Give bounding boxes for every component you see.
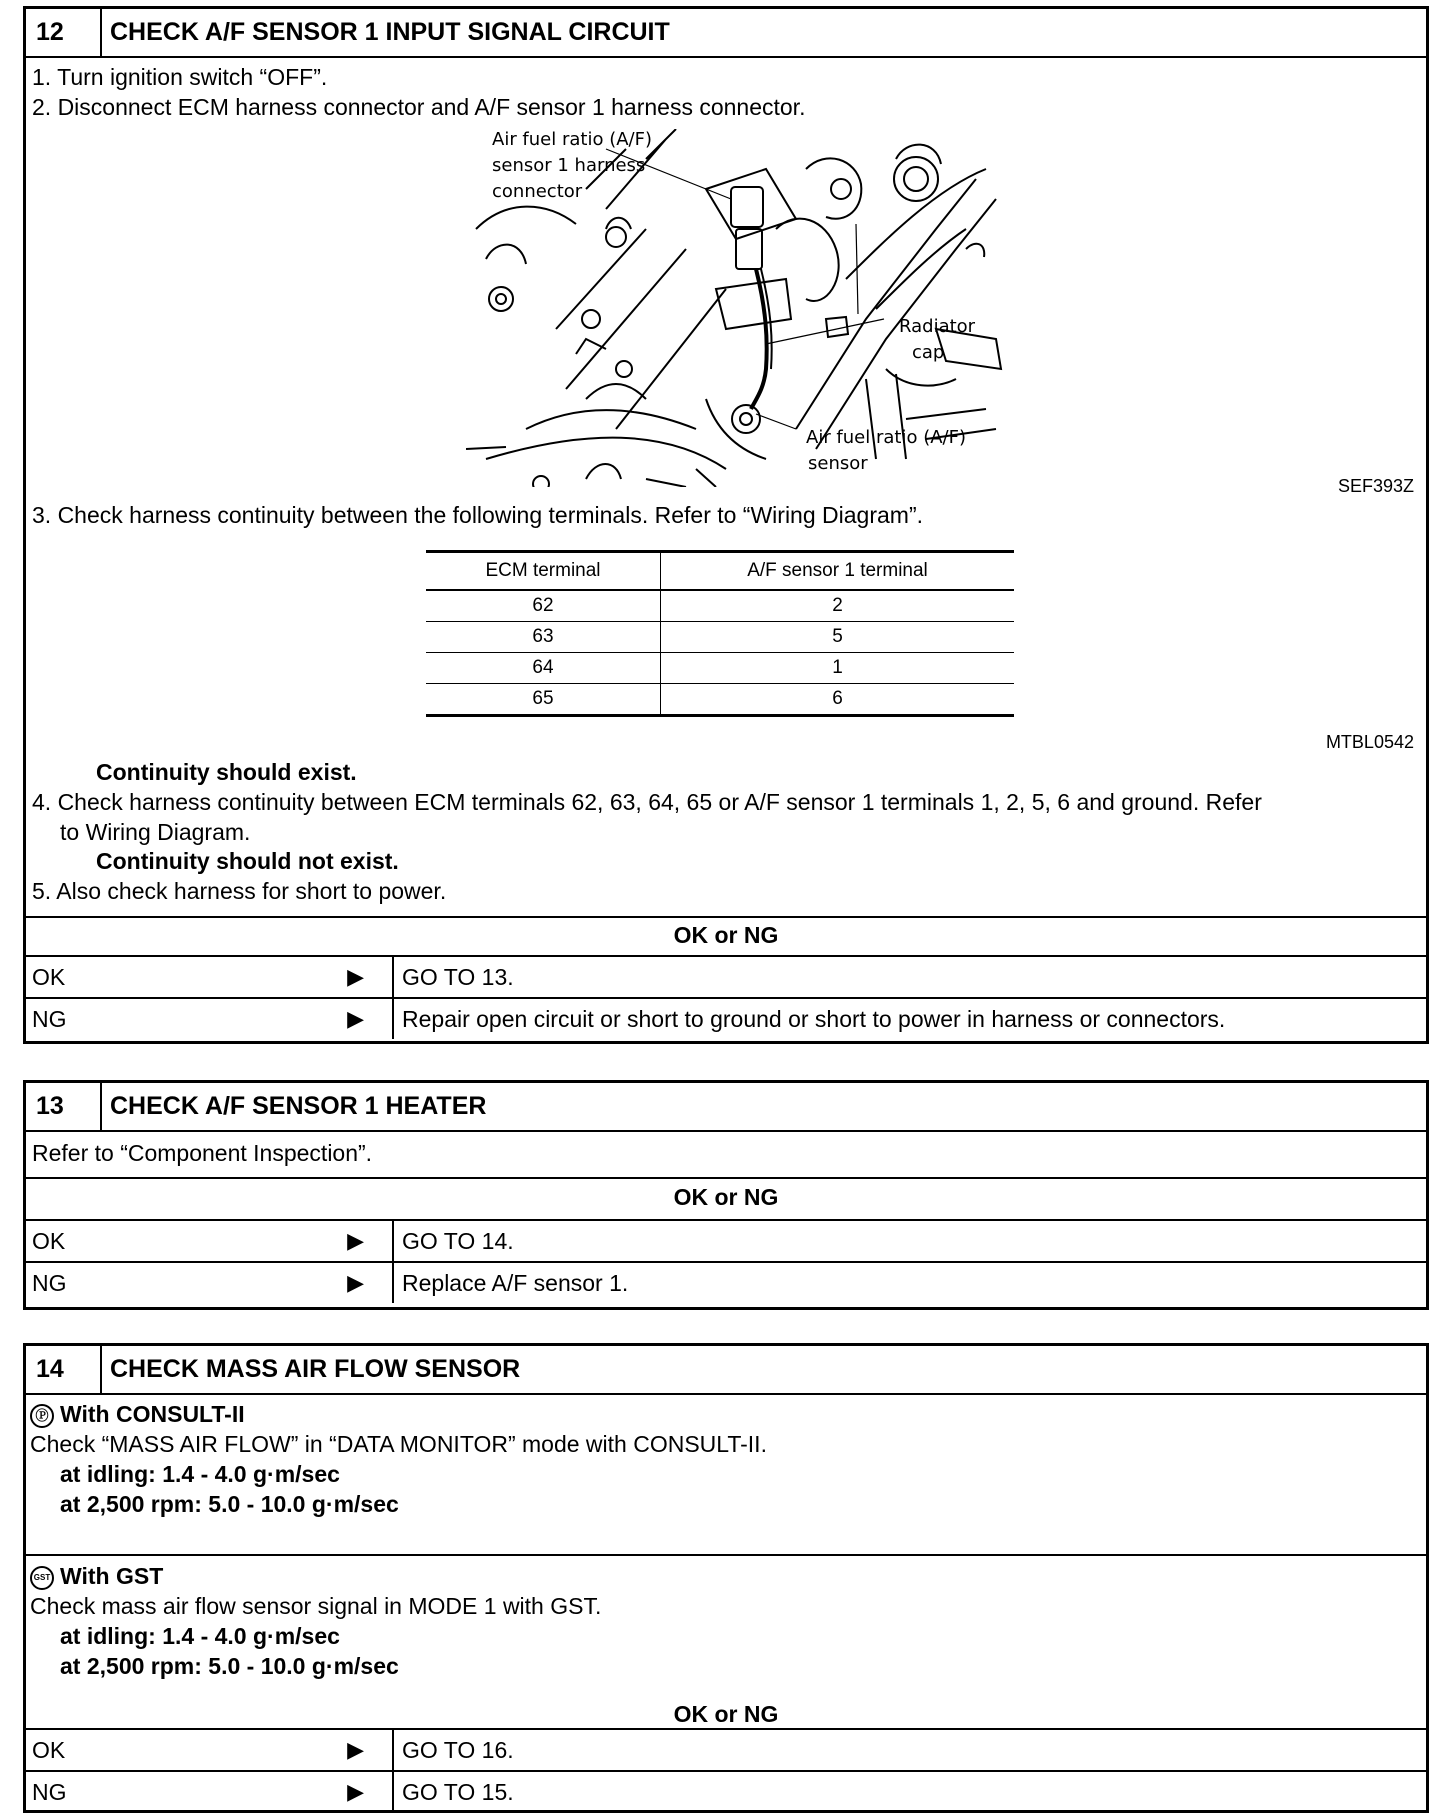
ng-action: GO TO 15. xyxy=(392,1772,1426,1812)
ng-label: NG xyxy=(32,1006,67,1032)
divider xyxy=(26,916,1426,918)
gst-instruction: Check mass air flow sensor signal in MODE 1 with GST. xyxy=(30,1593,602,1619)
ok-row xyxy=(26,1219,1426,1261)
step-number: 13 xyxy=(26,1083,102,1130)
callout-sensor-line1: Air fuel ratio (A/F) xyxy=(806,427,966,448)
table-row xyxy=(426,653,1014,684)
table-cell: 5 xyxy=(661,622,1015,653)
step-13-header xyxy=(26,1083,1426,1132)
arrow-right-icon: ▶ xyxy=(347,1270,364,1295)
ok-row xyxy=(26,1728,1426,1770)
table-header-row xyxy=(426,552,1014,591)
table-cell: 2 xyxy=(661,590,1015,622)
gst-heading-text: With GST xyxy=(60,1563,164,1589)
callout-radiator-line2: cap xyxy=(912,342,945,363)
terminal-table xyxy=(426,550,1014,717)
table-cell: 64 xyxy=(426,653,661,684)
instruction-4-cont: to Wiring Diagram. xyxy=(60,819,251,845)
ng-action: Repair open circuit or short to ground or short to power in harness or connectors. xyxy=(392,999,1426,1039)
spec-2500rpm: at 2,500 rpm: 5.0 - 10.0 g·m/sec xyxy=(60,1491,399,1517)
step-12-box xyxy=(23,6,1429,1044)
callout-radiator-line1: Radiator xyxy=(899,316,976,337)
spec-idling: at idling: 1.4 - 4.0 g·m/sec xyxy=(60,1461,340,1487)
table-row xyxy=(426,684,1014,716)
ok-label: OK xyxy=(32,964,66,990)
ok-ng-title: OK or NG xyxy=(673,1701,779,1727)
arrow-right-icon: ▶ xyxy=(347,964,364,989)
instruction-1: 1. Turn ignition switch “OFF”. xyxy=(32,64,328,90)
ng-action: Replace A/F sensor 1. xyxy=(392,1263,1426,1303)
table-cell: 62 xyxy=(426,590,661,622)
gst-icon: GST xyxy=(30,1566,54,1590)
ng-row xyxy=(26,997,1426,1039)
consult-icon: Ⓟ xyxy=(30,1404,54,1428)
arrow-right-icon: ▶ xyxy=(347,1737,364,1762)
callout-sensor-line2: sensor xyxy=(808,453,868,474)
table-code: MTBL0542 xyxy=(1325,732,1414,752)
arrow-right-icon: ▶ xyxy=(347,1779,364,1804)
ng-label: NG xyxy=(32,1779,67,1805)
instruction-3: 3. Check harness continuity between the following terminals. Refer to “Wiring Diagram”. xyxy=(32,502,923,528)
ok-action: GO TO 13. xyxy=(392,957,1426,997)
consult-heading-text: With CONSULT-II xyxy=(60,1401,245,1427)
ok-label: OK xyxy=(32,1737,66,1763)
spec-idling: at idling: 1.4 - 4.0 g·m/sec xyxy=(60,1623,340,1649)
step-number: 14 xyxy=(26,1346,102,1393)
step-title: CHECK A/F SENSOR 1 HEATER xyxy=(110,1092,487,1120)
table-cell: 6 xyxy=(832,687,843,709)
step-title: CHECK MASS AIR FLOW SENSOR xyxy=(110,1355,521,1383)
ng-row xyxy=(26,1770,1426,1812)
ng-row xyxy=(26,1261,1426,1303)
arrow-right-icon: ▶ xyxy=(347,1228,364,1253)
table-row xyxy=(426,590,1014,622)
ng-label: NG xyxy=(32,1270,67,1296)
table-cell: 65 xyxy=(426,684,661,716)
step-title: CHECK A/F SENSOR 1 INPUT SIGNAL CIRCUIT xyxy=(110,18,670,46)
engine-bay-illustration xyxy=(466,129,1006,487)
instruction-2: 2. Disconnect ECM harness connector and A/F sensor 1 harness connector. xyxy=(32,94,806,120)
table-row xyxy=(426,622,1014,653)
table-header: A/F sensor 1 terminal xyxy=(661,552,1015,591)
callout-connector-line2: sensor 1 harness xyxy=(492,155,646,176)
ok-action: GO TO 16. xyxy=(392,1730,1426,1770)
gst-heading xyxy=(30,1562,163,1592)
consult-heading xyxy=(30,1400,245,1430)
arrow-right-icon: ▶ xyxy=(347,1006,364,1031)
divider xyxy=(26,1554,1426,1556)
spec-2500rpm: at 2,500 rpm: 5.0 - 10.0 g·m/sec xyxy=(60,1653,399,1679)
ok-action: GO TO 14. xyxy=(392,1221,1426,1261)
table-header: ECM terminal xyxy=(426,552,661,591)
consult-instruction: Check “MASS AIR FLOW” in “DATA MONITOR” mode with CONSULT-II. xyxy=(30,1431,767,1457)
callout-connector-line1: Air fuel ratio (A/F) xyxy=(492,129,652,150)
step-12-header xyxy=(26,9,1426,58)
divider xyxy=(26,1177,1426,1179)
spec-continuity-not-exist: Continuity should not exist. xyxy=(96,848,399,874)
figure-code: SEF393Z xyxy=(1337,476,1414,496)
step-14-header xyxy=(26,1346,1426,1395)
instruction: Refer to “Component Inspection”. xyxy=(32,1140,373,1166)
ok-ng-title: OK or NG xyxy=(673,922,779,948)
ok-label: OK xyxy=(32,1228,66,1254)
callout-connector-line3: connector xyxy=(492,181,583,202)
table-cell: 1 xyxy=(661,653,1015,684)
ok-row xyxy=(26,955,1426,997)
instruction-4: 4. Check harness continuity between ECM terminals 62, 63, 64, 65 or A/F sensor 1 terminals 1, 2, 5, 6 and ground. Refer xyxy=(32,789,1262,815)
step-number: 12 xyxy=(26,9,102,56)
spec-continuity-exist: Continuity should exist. xyxy=(96,759,357,785)
step-13-box xyxy=(23,1080,1429,1310)
table-cell: 63 xyxy=(426,622,661,653)
ok-ng-title: OK or NG xyxy=(673,1184,779,1210)
instruction-5: 5. Also check harness for short to power. xyxy=(32,878,447,904)
step-14-box xyxy=(23,1343,1429,1813)
